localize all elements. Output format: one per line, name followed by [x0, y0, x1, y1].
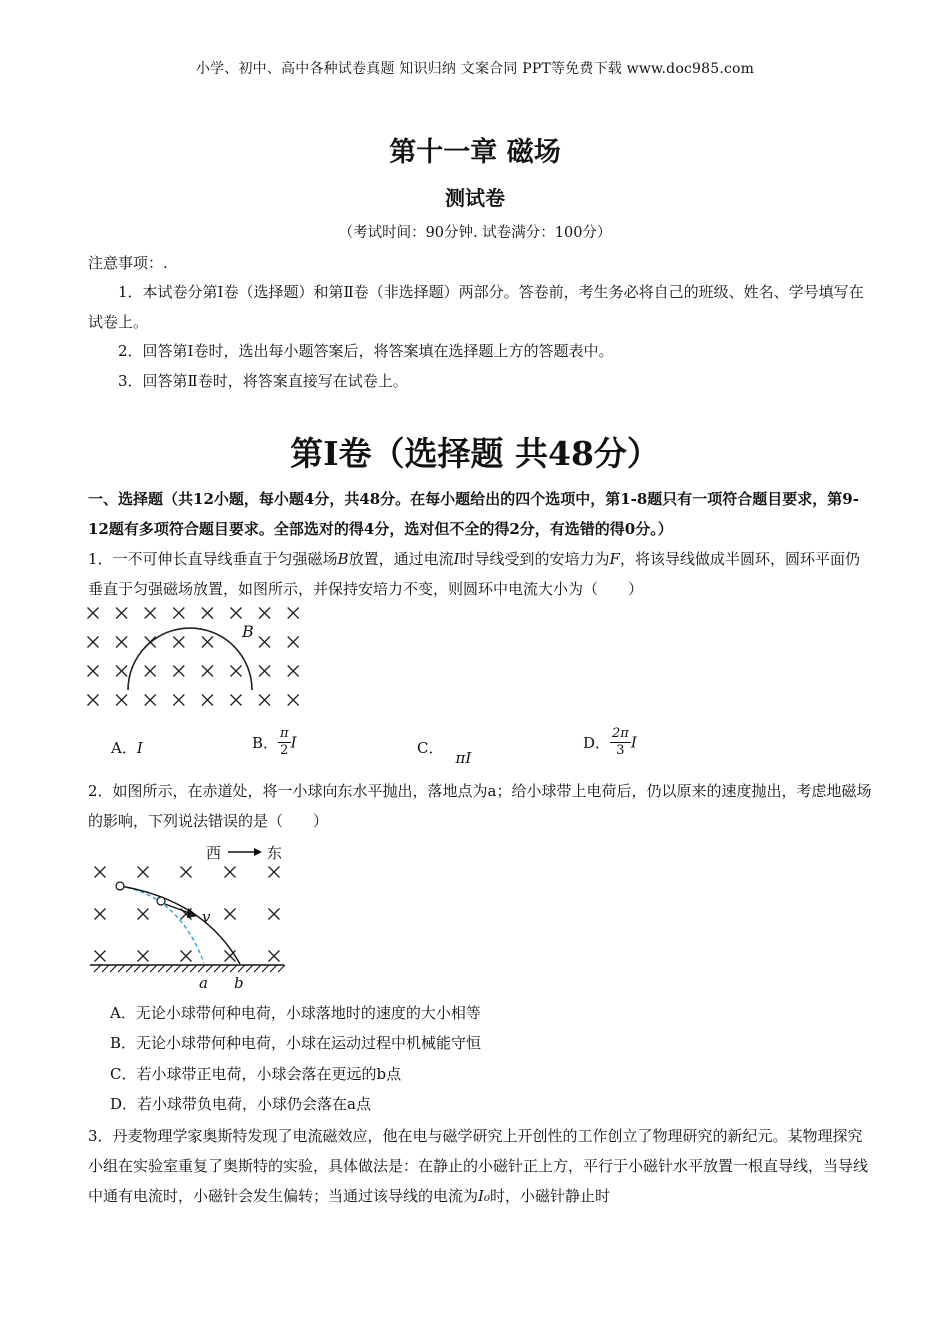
question-1-option-d: D． $\frac{2\pi}{3}$ I	[583, 726, 637, 758]
note-item-1: 1．本试卷分第Ⅰ卷（选择题）和第Ⅱ卷（非选择题）两部分。答卷前，考生务必将自己的班级、姓名、学号填写在试卷上。	[88, 283, 864, 331]
question-3-stem: 3．丹麦物理学家奥斯特发现了电流磁效应，他在电与磁学研究上开创性的工作创立了物理研究的新纪元。某物理探究小组在实验室重复了奥斯特的实验，具体做法是：在静止的小磁针正上方，平行于小磁针水平放置一根直导线，当导线中通有电流时，小磁针会发生偏转；当通过该导线的电流为I₀时，小磁针静止时	[88, 1127, 869, 1205]
note-item-3: 3．回答第Ⅱ卷时，将答案直接写在试卷上。	[118, 372, 408, 390]
question-2-choice-a: A．无论小球带何种电荷，小球落地时的速度的大小相等	[110, 1004, 481, 1022]
landing-point-a: a	[199, 974, 208, 992]
magnetic-field-crosses	[95, 867, 280, 962]
note-item-2: 2．回答第Ⅰ卷时，选出每小题答案后，将答案填在选择题上方的答题表中。	[118, 342, 614, 360]
velocity-label: v	[202, 908, 211, 926]
question-1-figure	[84, 603, 304, 713]
semicircle-wire	[128, 628, 252, 690]
question-1-option-a: A．I	[111, 739, 143, 757]
question-2-choice-b: B．无论小球带何种电荷，小球在运动过程中机械能守恒	[110, 1034, 482, 1052]
landing-point-b: b	[234, 974, 244, 992]
velocity-arrowhead	[187, 908, 198, 918]
chapter-title: 第十一章 磁场	[389, 137, 561, 168]
ball-start	[116, 882, 124, 890]
question-2-figure	[84, 838, 304, 998]
exam-subtitle: 测试卷	[445, 186, 505, 210]
question-2-stem: 2．如图所示，在赤道处，将一小球向东水平抛出，落地点为a；给小球带上电荷后，仍以原来的速度抛出，考虑地磁场的影响，下列说法错误的是（ ）	[88, 782, 872, 830]
solid-trajectory	[120, 886, 240, 964]
question-1-option-b: B． $\frac{\pi}{2}$ I	[252, 726, 297, 758]
ball-mid	[157, 897, 165, 905]
section-title: 第Ⅰ卷（选择题 共48分）	[290, 434, 660, 473]
direction-arrowhead	[254, 848, 262, 856]
question-1-stem: 1．一不可伸长直导线垂直于匀强磁场B放置，通过电流I时导线受到的安培力为F，将该导线做成半圆环，圆环平面仍垂直于匀强磁场放置，如图所示，并保持安培力不变，则圆环中电流大小为（ ）	[88, 550, 860, 598]
direction-east: 东	[267, 844, 283, 862]
exam-info: （考试时间：90分钟. 试卷满分：100分）	[338, 225, 612, 241]
direction-west: 西	[206, 844, 222, 862]
section-instructions: 一、选择题（共12小题，每小题4分，共48分。在每小题给出的四个选项中，第1-8题只有一项符合题目要求，第9-12题有多项符合题目要求。全部选对的得4分，选对但不全的得2分，有选错的得0分。）	[88, 490, 859, 538]
question-1-option-c: C．πI	[417, 739, 472, 767]
question-2-choice-c: C．若小球带正电荷，小球会落在更远的b点	[110, 1065, 402, 1083]
field-label: B	[242, 622, 254, 641]
notes-heading: 注意事项：.	[88, 254, 168, 272]
question-2-choice-d: D．若小球带负电荷，小球仍会落在a点	[110, 1095, 371, 1113]
page-header-banner: 小学、初中、高中各种试卷真题 知识归纳 文案合同 PPT等免费下载 www.doc985.com	[195, 61, 755, 77]
magnetic-field-crosses	[88, 608, 299, 706]
ground-hatching	[94, 965, 285, 972]
